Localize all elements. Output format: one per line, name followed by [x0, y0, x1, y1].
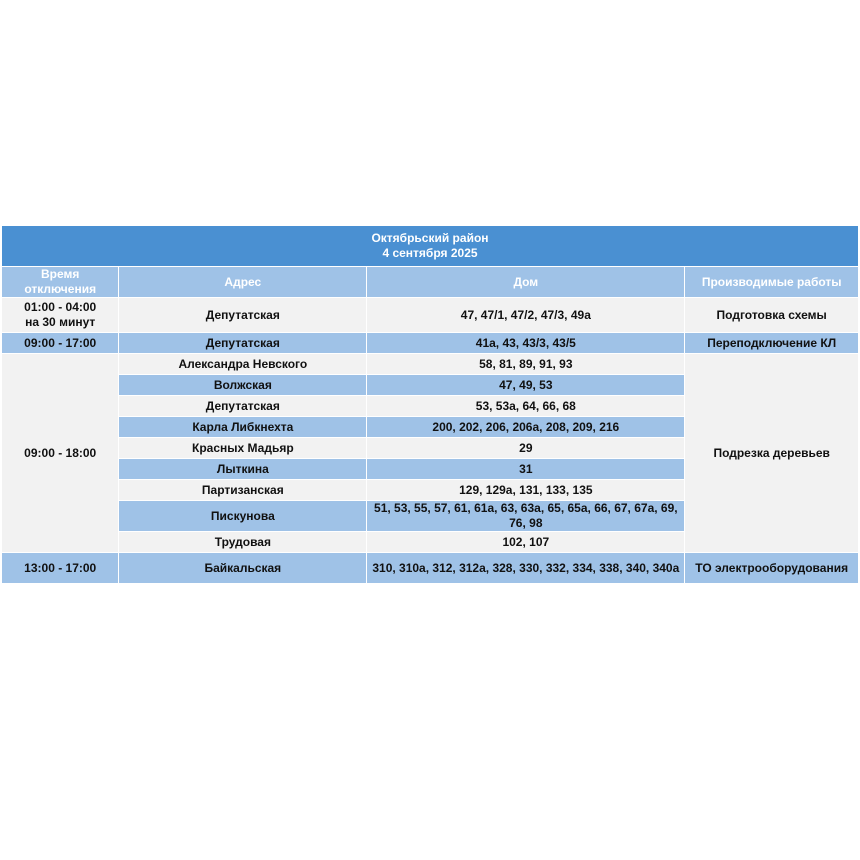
table-row: [2, 354, 858, 374]
house-cell: 58, 81, 89, 91, 93: [479, 356, 573, 371]
table-title-row: [2, 226, 858, 266]
house-cell: 29: [519, 440, 533, 455]
address-cell: Карла Либкнехта: [192, 419, 294, 434]
address-cell: Красных Мадьяр: [192, 440, 294, 455]
district-title: Октябрьский район: [371, 231, 489, 245]
address-cell: Пискунова: [210, 508, 275, 523]
house-cell: 41а, 43, 43/3, 43/5: [475, 335, 576, 350]
time-cell: 13:00 - 17:00: [24, 560, 97, 575]
address-cell: Депутатская: [205, 398, 280, 413]
works-cell: Переподключение КЛ: [707, 335, 837, 350]
address-cell: Волжская: [213, 377, 272, 392]
table-row: [2, 298, 858, 332]
works-cell: ТО электрооборудования: [695, 560, 849, 575]
schedule-date: 4 сентября 2025: [382, 246, 478, 260]
time-cell: 09:00 - 18:00: [2, 354, 118, 552]
time-cell: 09:00 - 17:00: [24, 335, 97, 350]
table-row: [2, 553, 858, 583]
house-cell: 47, 49, 53: [499, 377, 553, 392]
address-cell: Александра Невского: [178, 356, 308, 371]
house-cell: 200, 202, 206, 206а, 208, 209, 216: [432, 419, 620, 434]
address-cell: Депутатская: [205, 335, 280, 350]
house-cell: 53, 53а, 64, 66, 68: [475, 398, 576, 413]
works-cell: Подрезка деревьев: [685, 354, 858, 552]
outage-schedule-table: [1, 225, 859, 584]
address-cell: Лыткина: [216, 461, 269, 476]
header-house: Дом: [367, 267, 684, 297]
table-header-row: [2, 267, 858, 297]
address-cell: Байкальская: [204, 560, 282, 575]
address-cell: Депутатская: [205, 307, 280, 322]
house-cell: 51, 53, 55, 57, 61, 61а, 63, 63а, 65, 65а, 66, 67, 67а, 69, 76, 98: [374, 501, 678, 530]
house-cell: 310, 310а, 312, 312а, 328, 330, 332, 334, 338, 340, 340а: [372, 560, 680, 575]
table-row: [2, 333, 858, 353]
time-extra: на 30 минут: [25, 315, 96, 329]
header-time: Время отключения: [2, 267, 118, 297]
house-cell: 102, 107: [502, 534, 550, 549]
house-cell: 31: [519, 461, 533, 476]
time-cell: [2, 298, 118, 332]
table-title-cell: [2, 226, 858, 266]
house-cell: 47, 47/1, 47/2, 47/3, 49а: [460, 307, 591, 322]
time-range: 01:00 - 04:00: [24, 300, 97, 314]
works-cell: Подготовка схемы: [716, 307, 827, 322]
header-works: Производимые работы: [685, 267, 858, 297]
header-address: Адрес: [119, 267, 366, 297]
house-cell: 129, 129а, 131, 133, 135: [459, 482, 593, 497]
address-cell: Партизанская: [201, 482, 284, 497]
address-cell: Трудовая: [214, 534, 271, 549]
